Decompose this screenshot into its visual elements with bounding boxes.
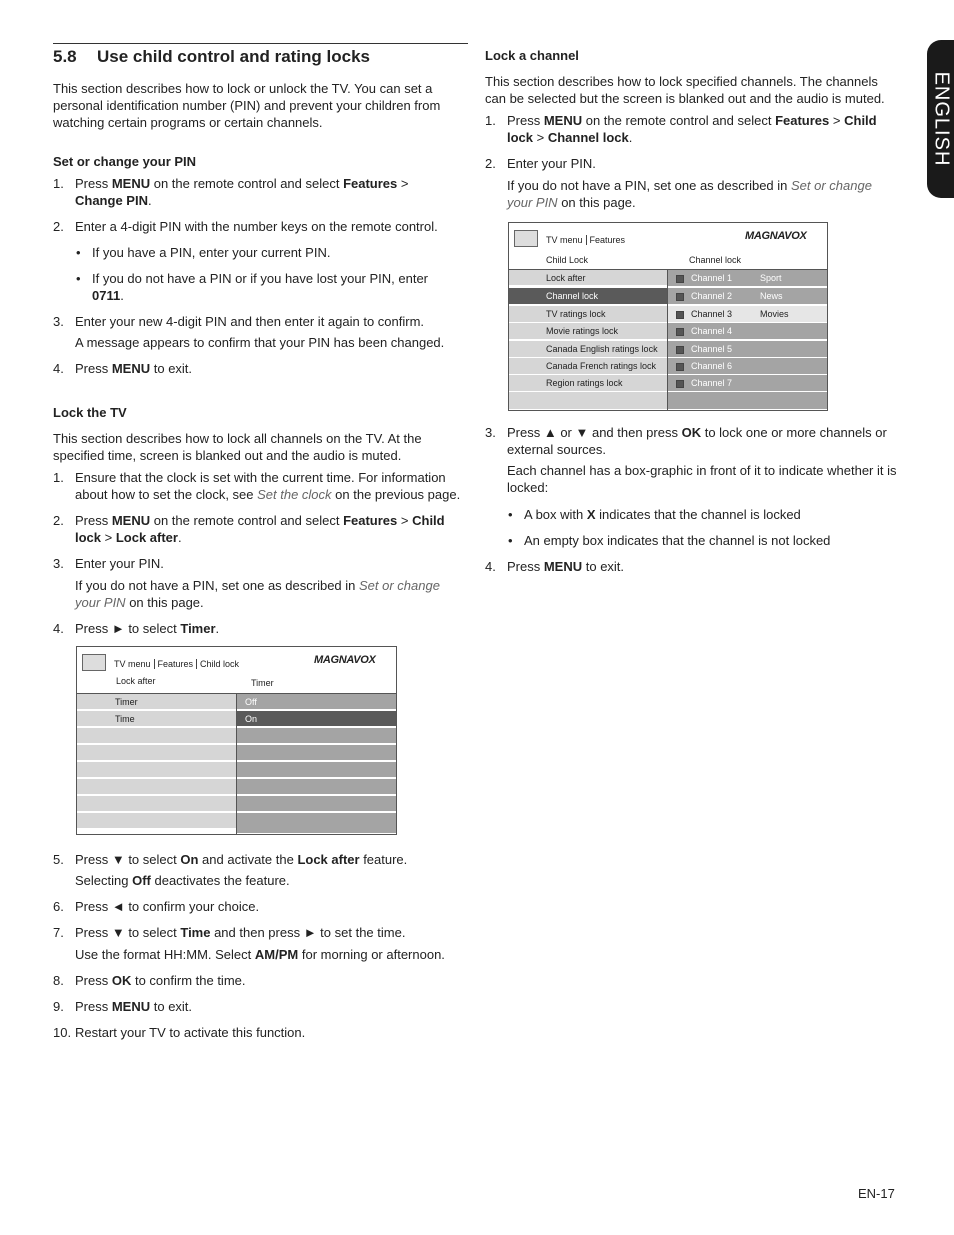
option-empty	[237, 796, 396, 812]
lock-box-icon	[676, 293, 684, 301]
left-column-head: Lock after	[116, 676, 156, 686]
lock-channel-step-4: 4. Press MENU to exit.	[485, 559, 625, 574]
lock-tv-heading: Lock the TV	[53, 405, 127, 420]
channel-row-3[interactable]: Channel 3 Movies	[668, 306, 827, 323]
lock-tv-step-1: 1. Ensure that the clock is set with the current time. For information about how to set the clock, see Set the clock on the previous page.	[53, 470, 461, 502]
menu-item-canada-french-ratings-lock[interactable]: Canada French ratings lock	[509, 358, 667, 375]
set-pin-step-3: 3. Enter your new 4-digit PIN and then enter it again to confirm. A message appears to confirm that your PIN has been changed.	[53, 314, 445, 350]
tv-menu-lock-after	[76, 646, 397, 835]
option-empty	[237, 779, 396, 795]
intro-paragraph: This section describes how to lock or unlock the TV. You can set a personal identification number (PIN) and prevent your children from watching certain programs or certain channels.	[53, 81, 441, 130]
menu-breadcrumb: TV menu Features Child lock	[111, 659, 242, 669]
lock-box-icon	[676, 363, 684, 371]
section-number: 5.8	[53, 47, 77, 66]
menu-item-region-ratings-lock[interactable]: Region ratings lock	[509, 375, 667, 392]
set-pin-bullet-2: • If you do not have a PIN or if you have lost your PIN, enter 0711.	[92, 270, 452, 304]
magnavox-logo: MAGNAVOX	[745, 230, 807, 242]
menu-breadcrumb: TV menu Features	[543, 235, 628, 245]
lock-box-icon	[676, 328, 684, 336]
lock-tv-step-4: 4. Press ► to select Timer.	[53, 621, 220, 636]
section-title	[53, 47, 370, 67]
menu-item-movie-ratings-lock[interactable]: Movie ratings lock	[509, 323, 667, 340]
option-empty	[237, 813, 396, 834]
lock-tv-step-6: 6. Press ◄ to confirm your choice.	[53, 899, 260, 914]
lock-tv-step-2: 2. Press MENU on the remote control and select Features > Child lock > Lock after.	[53, 513, 445, 545]
option-empty	[237, 745, 396, 761]
menu-item-lock-after[interactable]: Lock after	[509, 270, 667, 286]
language-tab-label: ENGLISH	[930, 71, 952, 167]
menu-item-timer[interactable]: Timer	[77, 694, 236, 710]
page-number: EN-17	[858, 1186, 895, 1201]
channel-row-6[interactable]: Channel 6	[668, 358, 827, 375]
lock-tv-step-9: 9. Press MENU to exit.	[53, 999, 193, 1014]
menu-item-empty	[77, 745, 236, 761]
lock-box-icon	[676, 346, 684, 354]
tv-icon	[514, 230, 538, 247]
tv-menu-channel-lock	[508, 222, 828, 411]
set-pin-heading: Set or change your PIN	[53, 154, 197, 169]
lock-box-icon	[676, 275, 684, 283]
menu-item-canada-english-ratings-lock[interactable]: Canada English ratings lock	[509, 341, 667, 358]
language-tab	[927, 40, 954, 198]
channel-row-2[interactable]: Channel 2 News	[668, 288, 827, 305]
set-pin-step-4: 4. Press MENU to exit.	[53, 361, 193, 376]
option-empty	[237, 762, 396, 778]
lock-tv-step-3: 3. Enter your PIN. If you do not have a PIN, set one as described in Set or change your PIN on this page.	[53, 556, 440, 610]
set-pin-step-2: 2. Enter a 4-digit PIN with the number keys on the remote control.	[53, 219, 438, 234]
lock-channel-step-3: 3. Press ▲ or ▼ and then press OK to lock one or more channels or external sources. Each channel has a box-graphic in front of it to indicate whether it is locked:	[485, 425, 897, 495]
option-on[interactable]: On	[237, 711, 396, 727]
lock-channel-step-2: 2. Enter your PIN. If you do not have a PIN, set one as described in Set or change your PIN on this page.	[485, 156, 872, 210]
section-title-text: Use child control and rating locks	[97, 47, 370, 66]
magnavox-logo: MAGNAVOX	[314, 654, 376, 666]
channel-row-5[interactable]: Channel 5	[668, 341, 827, 358]
menu-item-empty	[509, 392, 667, 410]
option-off[interactable]: Off	[237, 694, 396, 710]
channel-row-empty	[668, 392, 827, 410]
set-pin-bullet-1: • If you have a PIN, enter your current PIN.	[92, 244, 452, 261]
right-column-head: Channel lock	[689, 255, 742, 265]
left-column-head: Child Lock	[546, 255, 589, 265]
menu-item-empty	[77, 813, 236, 829]
set-pin-step-1: 1. Press MENU on the remote control and select Features > Change PIN.	[53, 176, 409, 208]
channel-row-1[interactable]: Channel 1 Sport	[668, 270, 827, 287]
lock-channel-intro: This section describes how to lock specified channels. The channels can be selected but the screen is blanked out and the audio is muted.	[485, 74, 885, 106]
lock-tv-step-7: 7. Press ▼ to select Time and then press ► to set the time. Use the format HH:MM. Select AM/PM for morning or afternoon.	[53, 925, 445, 962]
lock-channel-step-1: 1. Press MENU on the remote control and select Features > Child lock > Channel lock.	[485, 113, 877, 145]
lock-tv-step-8: 8. Press OK to confirm the time.	[53, 973, 246, 988]
tv-icon	[82, 654, 106, 671]
channel-row-7[interactable]: Channel 7	[668, 375, 827, 392]
menu-item-channel-lock[interactable]: Channel lock	[509, 288, 667, 305]
menu-item-tv-ratings-lock[interactable]: TV ratings lock	[509, 306, 667, 323]
section-rule	[53, 43, 468, 44]
lock-channel-bullet-2: • An empty box indicates that the channel is not locked	[524, 532, 894, 549]
menu-item-empty	[77, 728, 236, 744]
lock-channel-bullet-1: • A box with X indicates that the channel is locked	[524, 506, 894, 523]
menu-item-empty	[77, 796, 236, 812]
lock-tv-step-5: 5. Press ▼ to select On and activate the Lock after feature. Selecting Off deactivates the feature.	[53, 852, 408, 888]
menu-item-empty	[77, 779, 236, 795]
lock-box-icon	[676, 311, 684, 319]
lock-tv-step-10: 10. Restart your TV to activate this function.	[53, 1025, 306, 1040]
option-empty	[237, 728, 396, 744]
channel-row-4[interactable]: Channel 4	[668, 323, 827, 340]
lock-tv-intro: This section describes how to lock all channels on the TV. At the specified time, screen is blanked out and the audio is muted.	[53, 431, 422, 463]
lock-box-icon	[676, 380, 684, 388]
menu-item-empty	[77, 762, 236, 778]
right-column-head: Timer	[251, 678, 274, 688]
lock-channel-heading: Lock a channel	[485, 48, 579, 63]
menu-item-time[interactable]: Time	[77, 711, 236, 727]
